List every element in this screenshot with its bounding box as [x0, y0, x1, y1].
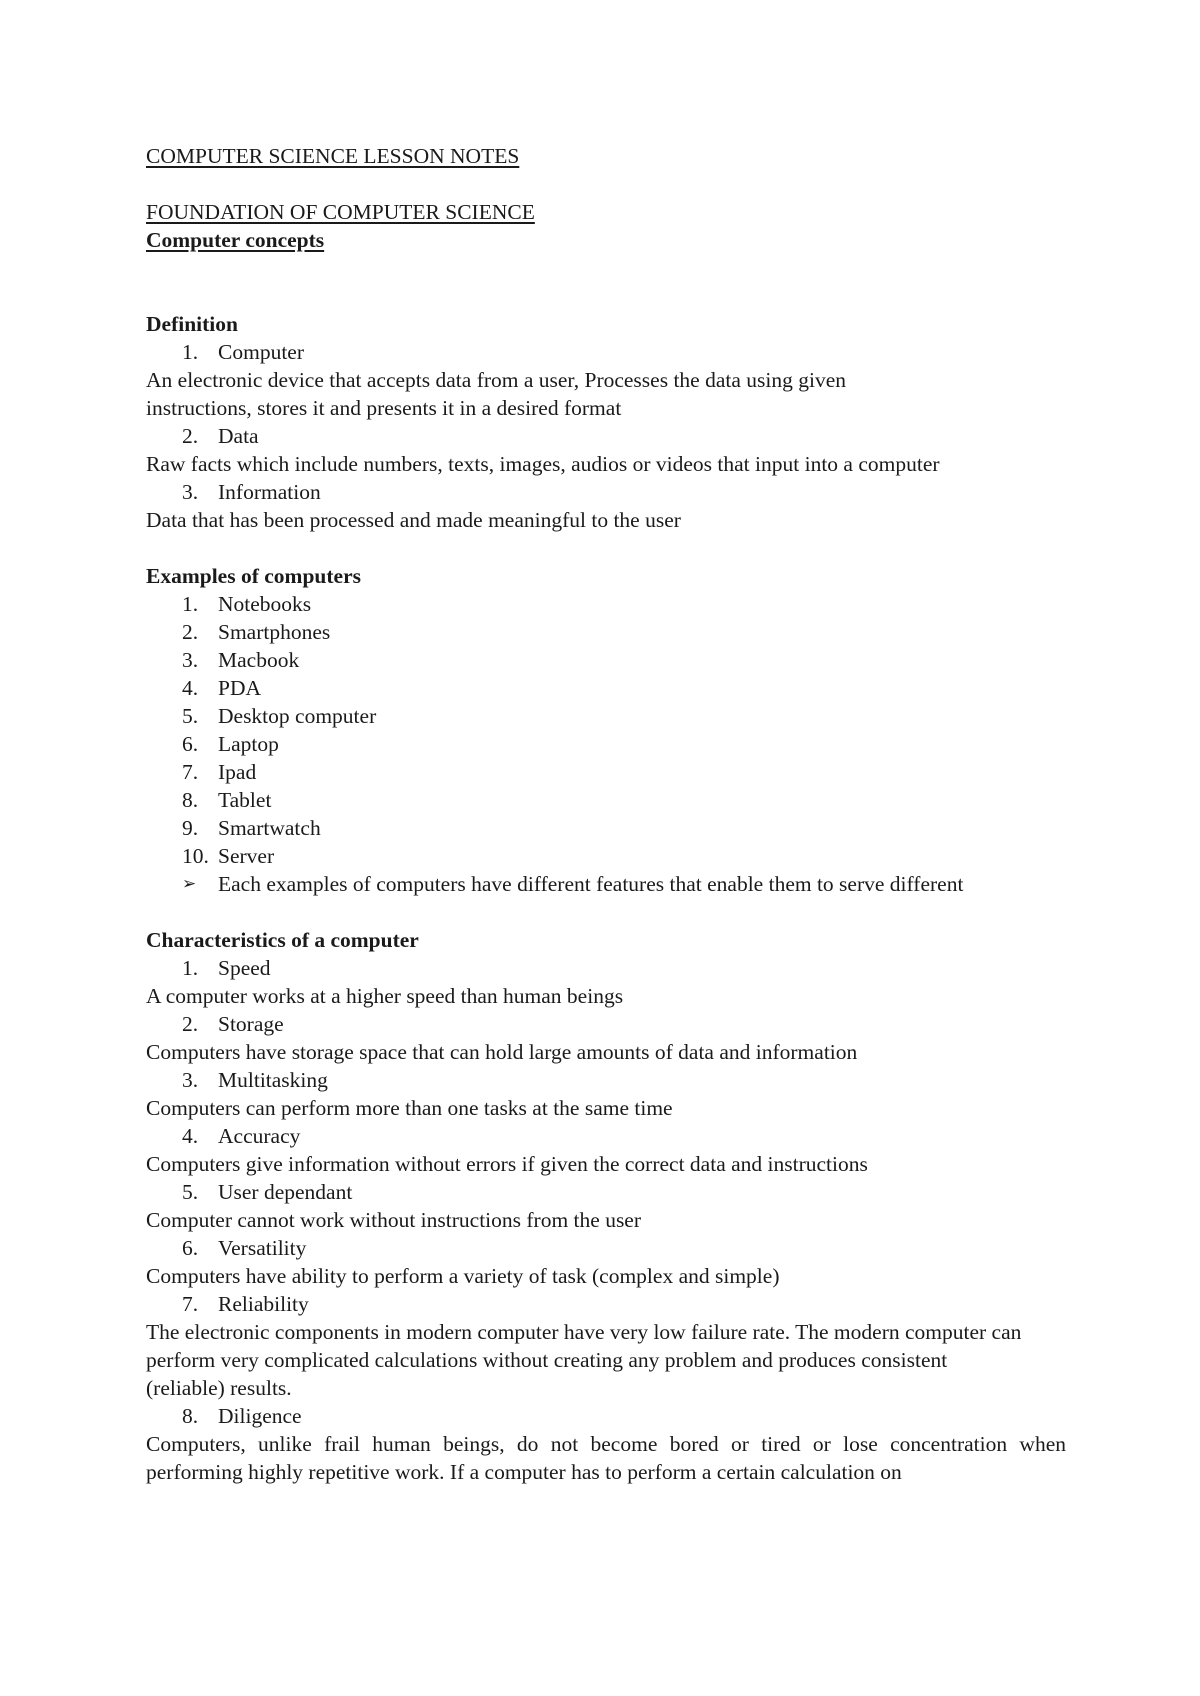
- list-item: [146, 1402, 1066, 1430]
- list-item: [146, 842, 1066, 870]
- topic-heading: Computer concepts: [146, 228, 325, 252]
- characteristic-text: Computers have ability to perform a variety of task (complex and simple): [146, 1264, 780, 1288]
- list-number: 2.: [182, 1012, 199, 1036]
- list-number: 2.: [182, 424, 199, 448]
- example-label: Ipad: [218, 760, 257, 784]
- list-item: [146, 618, 1066, 646]
- characteristic-text: Computers have storage space that can hold large amounts of data and information: [146, 1040, 858, 1064]
- arrow-bullet-icon: ➢: [182, 874, 197, 894]
- list-number: 8.: [182, 788, 199, 812]
- list-number: 3.: [182, 480, 199, 504]
- definition-term: Computer: [218, 340, 304, 364]
- example-label: Laptop: [218, 732, 279, 756]
- definition-text: Raw facts which include numbers, texts, images, audios or videos that input into a computer: [146, 452, 940, 476]
- list-number: 8.: [182, 1404, 199, 1428]
- characteristic-text: Computers, unlike frail human beings, do not become bored or tired or lose concentration when performing highly repetitive work. If a computer has to perform a certain calculation on: [146, 1432, 1066, 1484]
- example-label: Smartwatch: [218, 816, 321, 840]
- list-item: [146, 646, 1066, 674]
- bullet-text: Each examples of computers have different features that enable them to serve different: [218, 872, 964, 896]
- list-number: 1.: [182, 340, 199, 364]
- list-number: 2.: [182, 620, 199, 644]
- definition-heading: Definition: [146, 312, 238, 336]
- list-number: 1.: [182, 592, 199, 616]
- list-item: [146, 1290, 1066, 1318]
- definition-term: Information: [218, 480, 321, 504]
- list-item: [146, 814, 1066, 842]
- list-number: 7.: [182, 1292, 199, 1316]
- list-item: [146, 786, 1066, 814]
- list-item: [146, 338, 1066, 366]
- definition-text: An electronic device that accepts data from a user, Processes the data using given instructions, stores it and presents it in a desired format: [146, 368, 847, 420]
- list-item: [146, 674, 1066, 702]
- example-label: PDA: [218, 676, 262, 700]
- list-number: 6.: [182, 732, 199, 756]
- list-number: 5.: [182, 704, 199, 728]
- characteristic-term: Accuracy: [218, 1124, 301, 1148]
- examples-list: [146, 590, 1066, 870]
- list-item: [146, 1234, 1066, 1262]
- characteristic-term: Reliability: [218, 1292, 309, 1316]
- example-label: Notebooks: [218, 592, 312, 616]
- list-number: 1.: [182, 956, 199, 980]
- characteristic-term: Speed: [218, 956, 271, 980]
- list-item: [146, 422, 1066, 450]
- list-number: 5.: [182, 1180, 199, 1204]
- document-body: [146, 142, 1066, 1486]
- characteristic-text: The electronic components in modern computer have very low failure rate. The modern computer can perform very complicated calculations without creating any problem and produces consistent (reliable) results.: [146, 1320, 1022, 1400]
- characteristics-heading: Characteristics of a computer: [146, 928, 419, 952]
- section-subtitle: FOUNDATION OF COMPUTER SCIENCE: [146, 200, 535, 224]
- characteristic-term: User dependant: [218, 1180, 353, 1204]
- examples-heading: Examples of computers: [146, 564, 361, 588]
- list-item: [146, 1178, 1066, 1206]
- list-number: 4.: [182, 676, 199, 700]
- list-number: 7.: [182, 760, 199, 784]
- list-item: [146, 702, 1066, 730]
- example-label: Macbook: [218, 648, 300, 672]
- list-item: [146, 730, 1066, 758]
- document-title: COMPUTER SCIENCE LESSON NOTES: [146, 144, 520, 168]
- list-item: [146, 590, 1066, 618]
- characteristic-term: Storage: [218, 1012, 284, 1036]
- list-item: [146, 1122, 1066, 1150]
- characteristic-text: A computer works at a higher speed than human beings: [146, 984, 624, 1008]
- list-number: 6.: [182, 1236, 199, 1260]
- list-item: [146, 758, 1066, 786]
- definition-text: Data that has been processed and made meaningful to the user: [146, 508, 681, 532]
- list-number: 9.: [182, 816, 199, 840]
- example-label: Tablet: [218, 788, 272, 812]
- list-item: [146, 1066, 1066, 1094]
- characteristic-text: Computers give information without errors if given the correct data and instructions: [146, 1152, 868, 1176]
- list-number: 10.: [182, 844, 209, 868]
- list-item: [146, 1010, 1066, 1038]
- list-number: 4.: [182, 1124, 199, 1148]
- list-item: [146, 478, 1066, 506]
- example-label: Desktop computer: [218, 704, 377, 728]
- characteristic-term: Diligence: [218, 1404, 302, 1428]
- example-label: Server: [218, 844, 275, 868]
- characteristic-term: Versatility: [218, 1236, 307, 1260]
- bullet-note: [146, 870, 978, 898]
- list-number: 3.: [182, 648, 199, 672]
- example-label: Smartphones: [218, 620, 331, 644]
- definition-term: Data: [218, 424, 259, 448]
- list-number: 3.: [182, 1068, 199, 1092]
- characteristic-text: Computer cannot work without instructions from the user: [146, 1208, 642, 1232]
- characteristic-term: Multitasking: [218, 1068, 328, 1092]
- characteristic-text: Computers can perform more than one tasks at the same time: [146, 1096, 673, 1120]
- list-item: [146, 954, 1066, 982]
